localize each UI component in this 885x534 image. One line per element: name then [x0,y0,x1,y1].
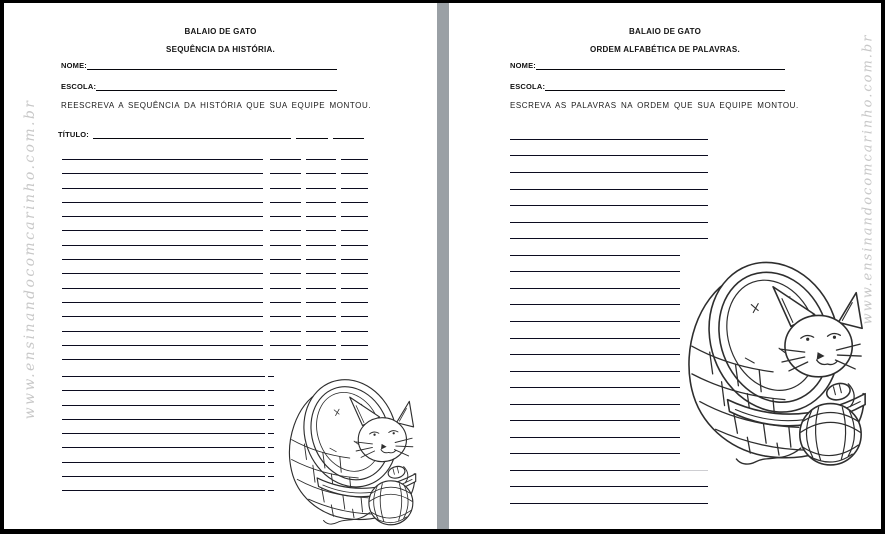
writing-line [510,256,708,273]
story-title-field-row [58,128,364,139]
writing-line [510,223,708,240]
writing-lines-upper [62,146,368,360]
school-blank-line [545,90,785,91]
school-label: ESCOLA: [61,82,97,91]
writing-line [62,477,274,491]
writing-line [510,405,708,422]
watermark-left: www.ensinandocomcarinho.com.br [22,98,38,420]
writing-line [510,438,708,455]
writing-line [62,246,368,260]
writing-line [62,274,368,288]
name-field-row [61,59,337,70]
writing-line [62,231,368,245]
school-label: ESCOLA: [510,82,546,91]
page-gap-divider [437,3,449,529]
name-blank-line [87,69,337,70]
school-field-row [510,80,785,91]
writing-line [510,305,708,322]
writing-line [62,317,368,331]
writing-line [62,146,368,160]
page-subtitle: ORDEM ALFABÉTICA DE PALAVRAS. [590,45,740,54]
writing-line [510,355,708,372]
writing-line [510,206,708,223]
writing-line [510,239,708,256]
school-field-row [61,80,337,91]
writing-line [62,217,368,231]
writing-line [62,203,368,217]
writing-line [62,420,274,434]
writing-line [510,322,708,339]
writing-line [510,421,708,438]
writing-line [510,388,708,405]
writing-line [510,190,708,207]
writing-line [62,463,274,477]
writing-line [510,339,708,356]
writing-line [510,272,708,289]
cat-in-basket-illustration [275,373,433,529]
school-blank-line [96,90,337,91]
writing-line [510,487,708,504]
writing-line [62,332,368,346]
page-title: BALAIO DE GATO [628,27,702,36]
instruction-text: ESCREVA AS PALAVRAS NA ORDEM QUE SUA EQUIPE MONTOU. [510,101,799,110]
watermark-right: www.ensinandocomcarinho.com.br [860,33,876,325]
page-title: BALAIO DE GATO [184,27,257,36]
title-blank-segment [93,138,291,139]
name-label: NOME: [61,61,87,70]
cat-in-basket-illustration [680,252,878,472]
writing-lines [510,123,708,504]
writing-line [510,140,708,157]
name-blank-line [536,69,785,70]
writing-line [510,454,708,471]
writing-line [62,377,274,391]
writing-line [510,156,708,173]
writing-line [62,346,368,360]
page-left [4,3,437,529]
writing-line [510,471,708,488]
writing-line [510,173,708,190]
instruction-text: REESCREVA A SEQUÊNCIA DA HISTÓRIA QUE SUA EQUIPE MONTOU. [61,101,372,110]
writing-line [62,260,368,274]
title-blank-segment [296,138,328,139]
name-field-row [510,59,785,70]
writing-line [62,406,274,420]
title-blank-segment [333,138,364,139]
writing-line [62,160,368,174]
writing-line [62,303,368,317]
writing-line [62,391,274,405]
writing-line [62,434,274,448]
writing-line [510,289,708,306]
page-subtitle: SEQUÊNCIA DA HISTÓRIA. [166,45,275,54]
story-title-label: TÍTULO: [58,130,89,139]
writing-line [62,189,368,203]
name-label: NOME: [510,61,536,70]
writing-line [510,123,708,140]
writing-line [510,372,708,389]
writing-line [62,289,368,303]
page-right [449,3,881,529]
writing-lines-lower [62,363,274,492]
writing-line [62,174,368,188]
writing-line [62,448,274,462]
writing-line [62,363,274,377]
